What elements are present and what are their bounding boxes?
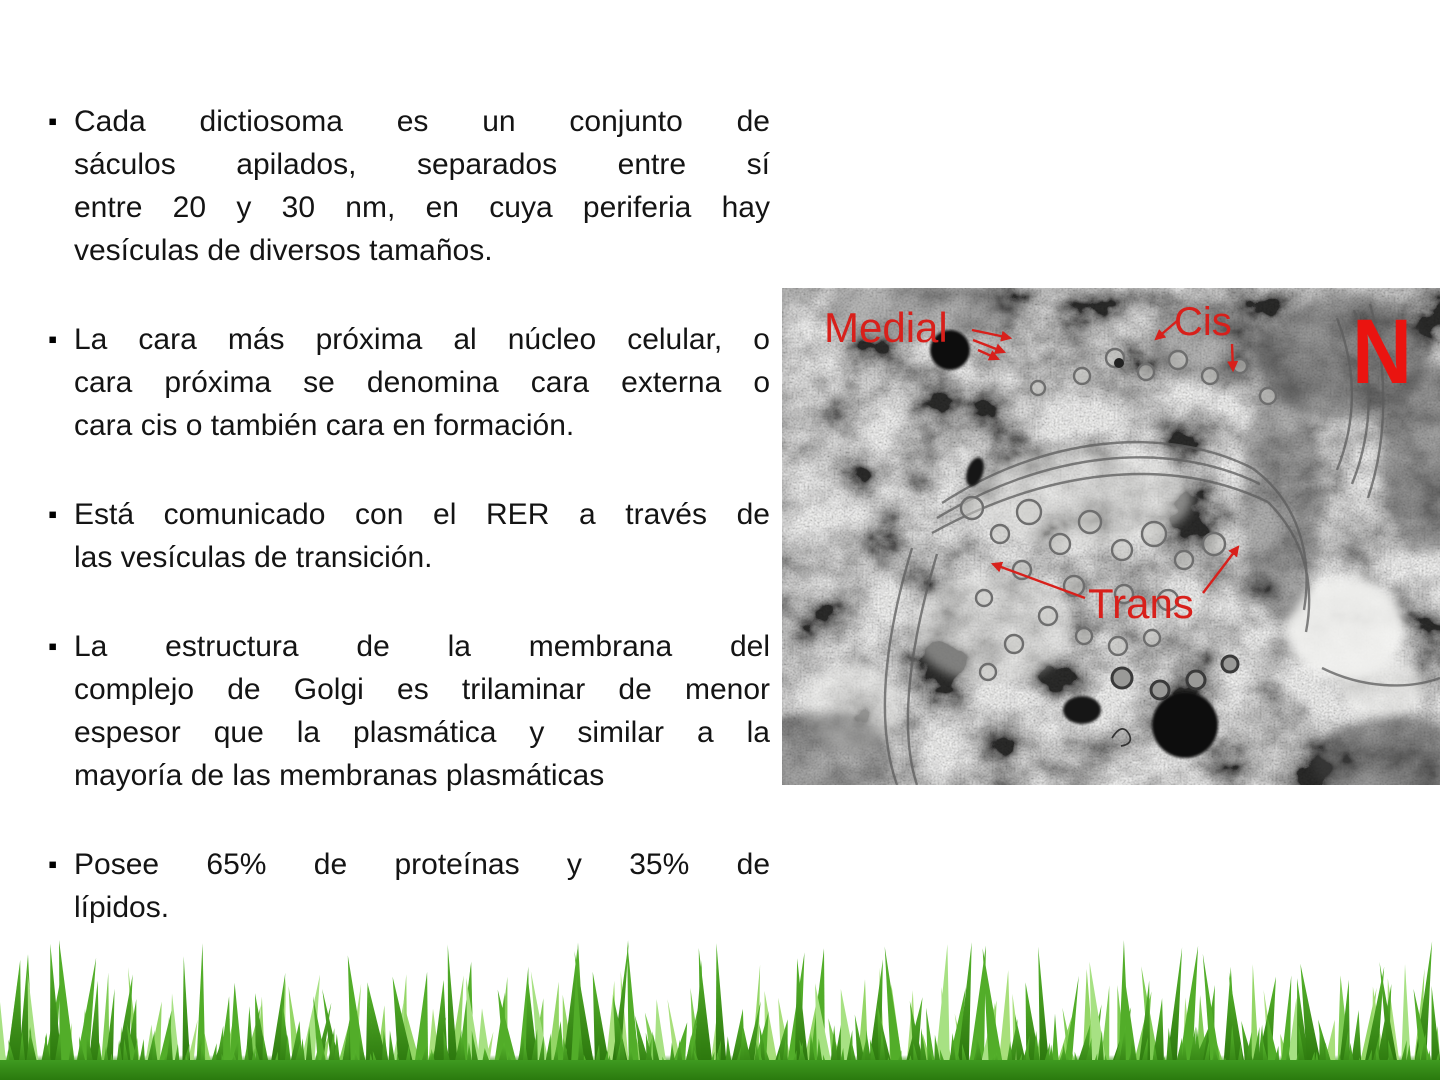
bullet-marker: ▪: [48, 499, 58, 529]
bullet-line: Está comunicado con el RER a través de: [74, 498, 770, 531]
bullet-list: [48, 100, 770, 975]
bullet-item: [48, 843, 770, 929]
bullet-item: [48, 625, 770, 797]
bullet-marker: ▪: [48, 106, 58, 136]
bullet-text: [74, 493, 770, 579]
bullet-line: complejo de Golgi es trilaminar de menor: [74, 673, 770, 706]
electron-micrograph-figure: [782, 288, 1440, 785]
bullet-text: [74, 318, 770, 447]
bullet-line: Posee 65% de proteínas y 35% de: [74, 848, 770, 881]
bullet-line: las vesículas de transición.: [74, 541, 433, 574]
bullet-marker: ▪: [48, 631, 58, 661]
bullet-line: La estructura de la membrana del: [74, 630, 770, 663]
bullet-line: mayoría de las membranas plasmáticas: [74, 759, 605, 792]
bullet-item: [48, 318, 770, 447]
bullet-line: cara próxima se denomina cara externa o: [74, 366, 770, 399]
medial-label: Medial: [824, 304, 948, 351]
bullet-line: La cara más próxima al núcleo celular, o: [74, 323, 770, 356]
bullet-line: Cada dictiosoma es un conjunto de: [74, 105, 770, 138]
trans-label: Trans: [1088, 580, 1194, 627]
grass-canvas: [0, 932, 1440, 1080]
grass-border: [0, 932, 1440, 1080]
cis-label: Cis: [1174, 300, 1232, 344]
bullet-marker: ▪: [48, 849, 58, 879]
bullet-text: [74, 843, 770, 929]
bullet-line: vesículas de diversos tamaños.: [74, 234, 493, 267]
cis-arrow: [1232, 344, 1233, 370]
bullet-line: cara cis o también cara en formación.: [74, 409, 575, 442]
grass-front-layer: [0, 940, 1440, 1080]
bullet-item: [48, 100, 770, 272]
bullet-line: entre 20 y 30 nm, en cuya periferia hay: [74, 191, 770, 224]
bullet-item: [48, 493, 770, 579]
bullet-text: [74, 625, 770, 797]
electron-micrograph-canvas: [782, 288, 1440, 785]
bullet-line: sáculos apilados, separados entre sí: [74, 148, 770, 181]
bullet-line: lípidos.: [74, 891, 170, 924]
bullet-marker: ▪: [48, 324, 58, 354]
bullet-text: [74, 100, 770, 272]
nucleus-label: N: [1352, 301, 1412, 403]
grass-base-band: [0, 1060, 1440, 1080]
bullet-line: espesor que la plasmática y similar a la: [74, 716, 770, 749]
